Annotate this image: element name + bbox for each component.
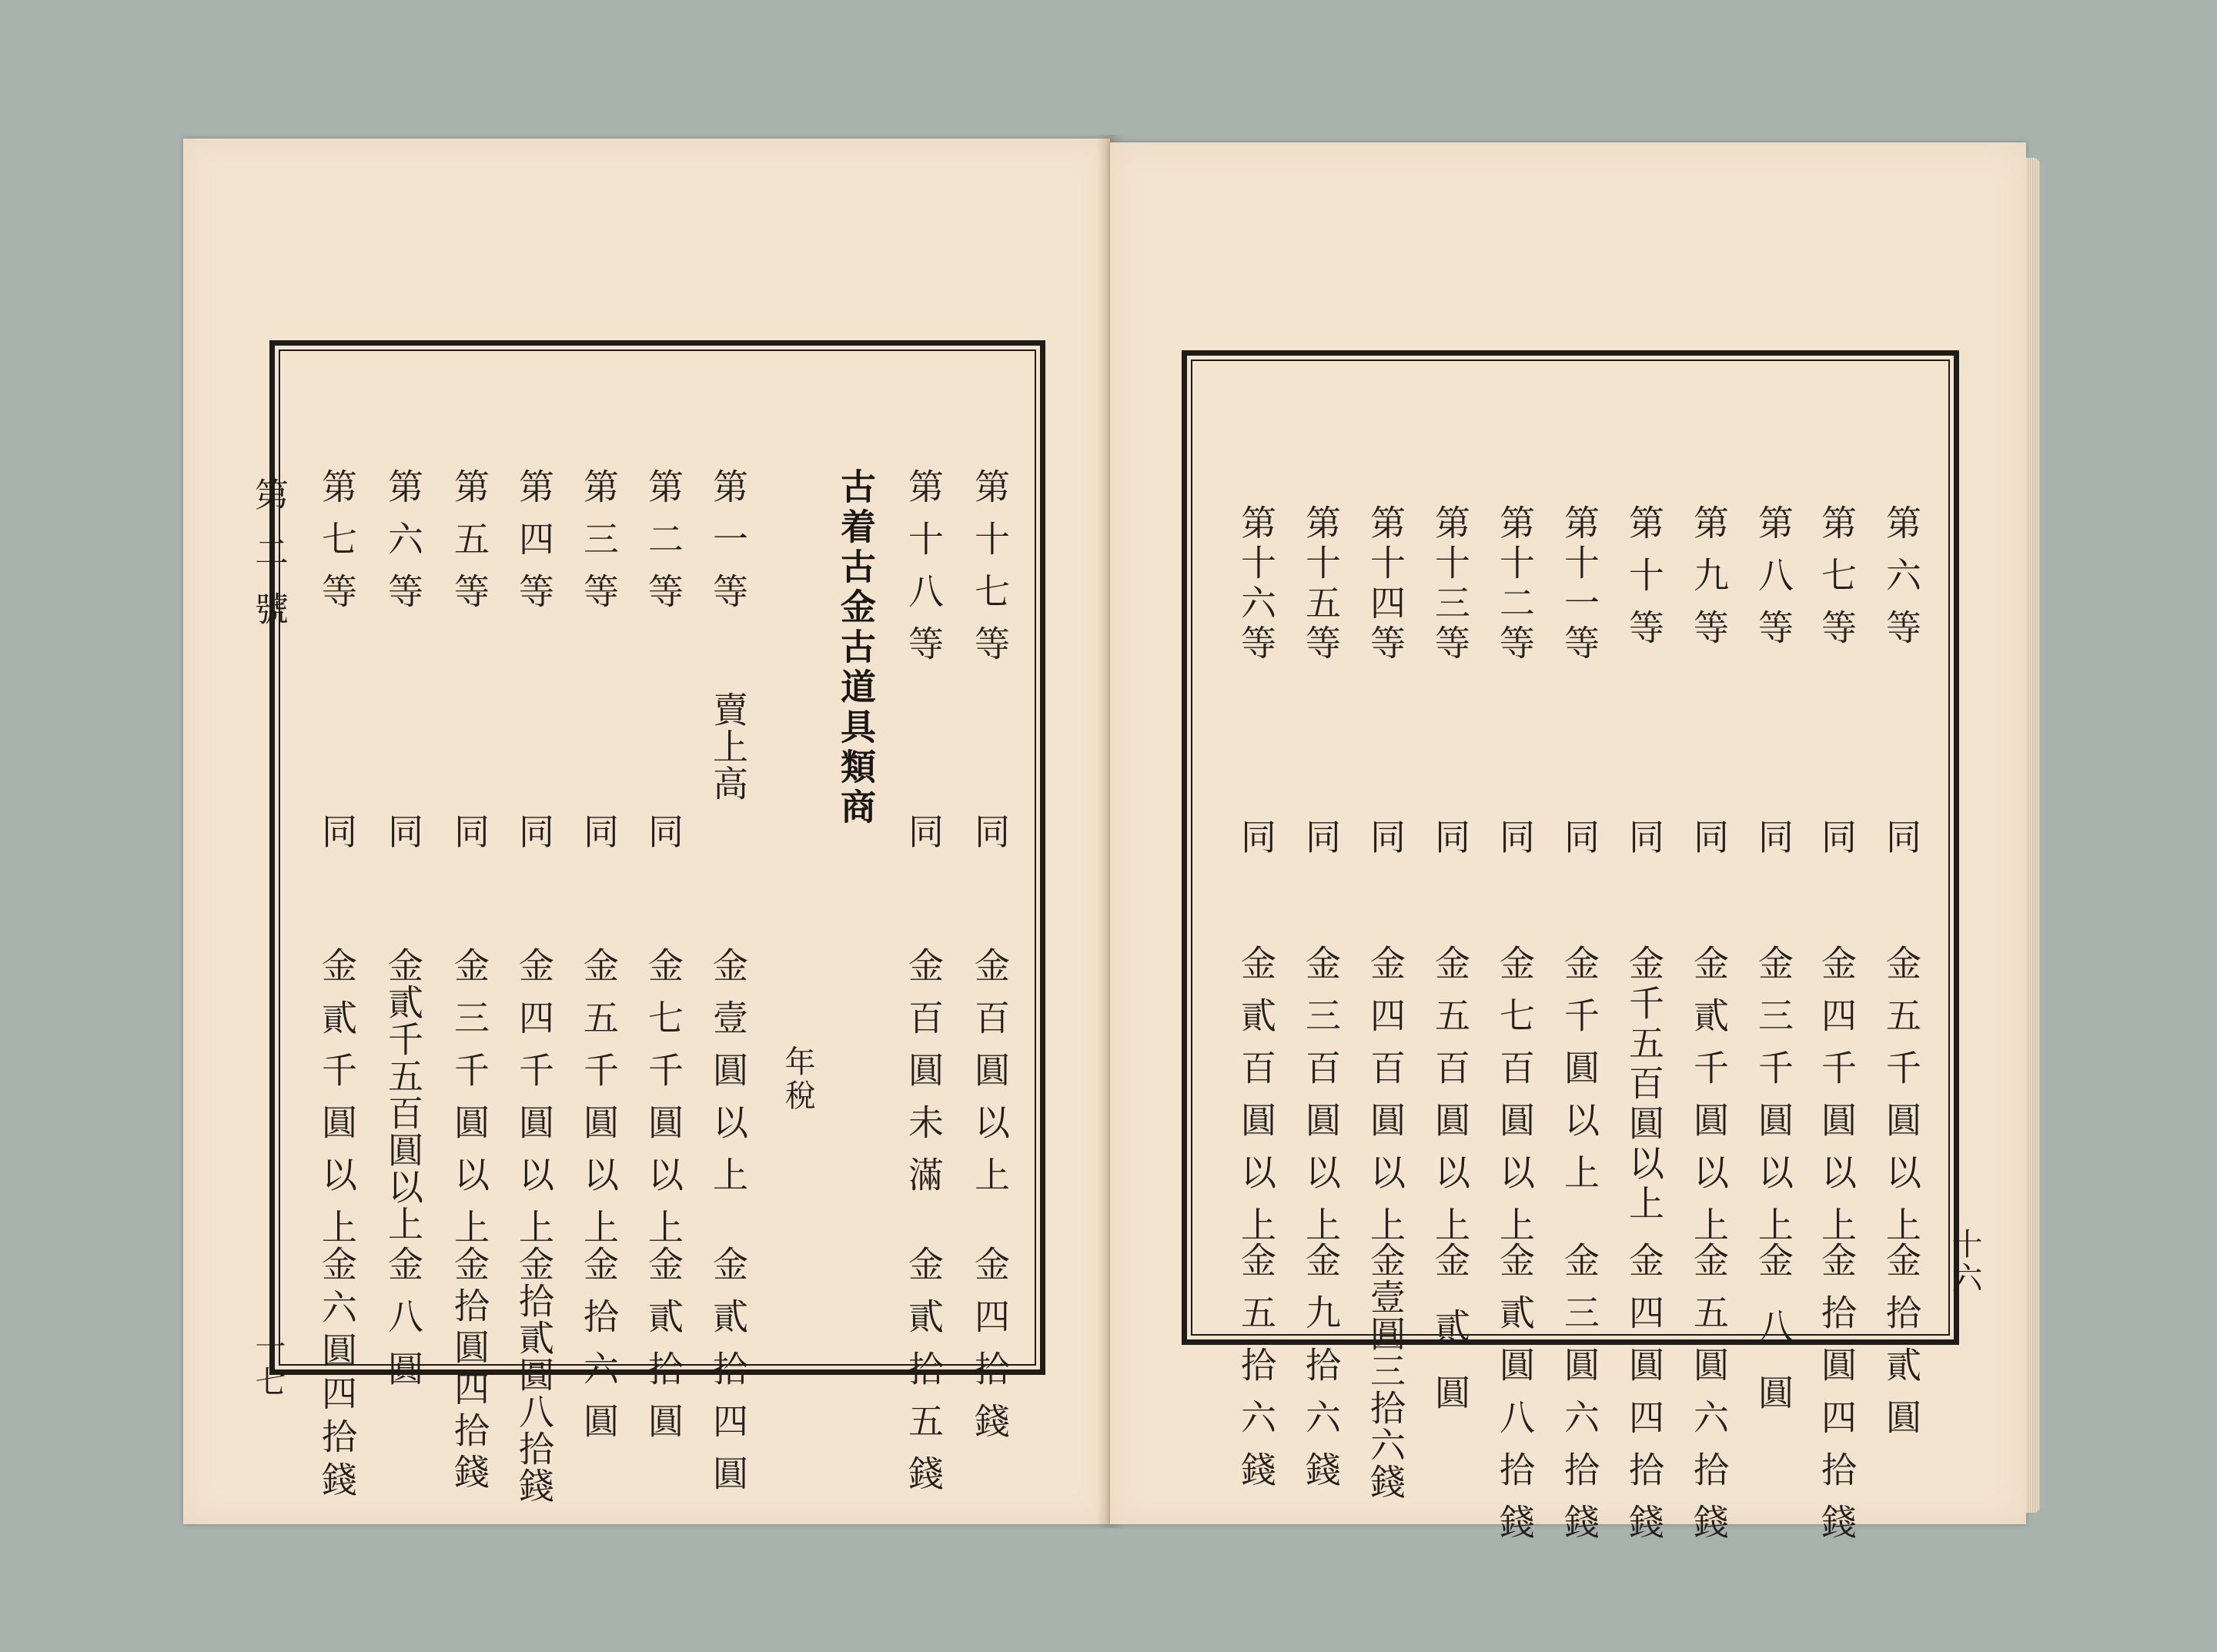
- rank-label: 第十三等: [1430, 504, 1471, 664]
- amount-cell: 金壹圓以上: [707, 947, 749, 1209]
- tax-cell: 金拾圓四拾錢: [1816, 1242, 1858, 1556]
- rank-label: 第十七等: [969, 468, 1011, 677]
- ditto-mark: 同: [578, 813, 620, 865]
- ditto-mark: 同: [1300, 818, 1342, 871]
- tax-cell: 金壹圓三拾六錢: [1365, 1242, 1406, 1500]
- rank-label: 第十二等: [1494, 504, 1536, 664]
- page-stack-edge: [2026, 158, 2040, 1513]
- rank-label: 第十六等: [1236, 504, 1277, 664]
- ditto-mark: 同: [643, 813, 684, 865]
- rank-label: 第一等: [707, 468, 749, 625]
- margin-title: 第二號: [249, 477, 288, 648]
- tax-cell: 金四圓四拾錢: [1623, 1242, 1665, 1556]
- tax-cell: 金五圓六拾錢: [1688, 1242, 1730, 1556]
- rank-label: 第八等: [1753, 504, 1794, 661]
- amount-cell: 金五百圓以上: [1430, 945, 1471, 1259]
- amount-cell: 金貳千圓以上: [1688, 945, 1730, 1259]
- amount-cell: 金貳百圓以上: [1236, 945, 1277, 1259]
- rank-label: 第十五等: [1300, 504, 1342, 664]
- left-page: [183, 139, 1110, 1524]
- ditto-mark: 同: [1559, 818, 1600, 871]
- rank-label: 第十八等: [903, 468, 945, 677]
- rank-label: 第十一等: [1559, 504, 1600, 664]
- amount-cell: 金三百圓以上: [1300, 945, 1342, 1259]
- tax-cell: 金八圓: [383, 1246, 424, 1403]
- ditto-mark: 同: [1816, 818, 1858, 871]
- amount-cell: 金四百圓以上: [1365, 945, 1406, 1259]
- page-number-right: 十六: [1947, 1228, 1982, 1296]
- tax-cell: 金拾六圓: [578, 1246, 620, 1455]
- tax-cell: 金九拾六錢: [1300, 1242, 1342, 1503]
- tax-cell: 金三圓六拾錢: [1559, 1242, 1600, 1556]
- tax-cell: 金六圓四拾錢: [316, 1246, 358, 1504]
- tax-cell: 金貳圓八拾錢: [1494, 1242, 1536, 1556]
- amount-cell: 金貳千五百圓以上: [383, 947, 424, 1242]
- ditto-mark: 同: [1494, 818, 1536, 871]
- tax-cell: 金八圓: [1753, 1242, 1794, 1440]
- amount-cell: 金千五百圓以上: [1623, 945, 1665, 1225]
- rank-label: 第六等: [383, 468, 424, 625]
- amount-cell: 金三千圓以上: [449, 947, 490, 1261]
- rank-label: 第二等: [643, 468, 684, 625]
- ditto-mark: 同: [1430, 818, 1471, 871]
- ditto-mark: 同: [316, 813, 358, 865]
- tax-cell: 金貳拾圓: [643, 1246, 684, 1455]
- tax-column-heading: 年稅: [780, 1045, 815, 1113]
- tax-cell: 金拾貳圓: [1881, 1242, 1922, 1451]
- amount-cell: 金百圓以上: [969, 947, 1011, 1209]
- page-number-left: 十七: [250, 1332, 286, 1400]
- ditto-mark: 同: [1623, 818, 1665, 871]
- amount-cell: 金四千圓以上: [513, 947, 555, 1261]
- ditto-mark: 同: [1236, 818, 1277, 871]
- rank-label: 第九等: [1688, 504, 1730, 661]
- ditto-mark: 賣上高: [707, 691, 749, 802]
- tax-cell: 金五拾六錢: [1236, 1242, 1277, 1503]
- tax-cell: 金貳圓: [1430, 1242, 1471, 1440]
- rank-label: 第五等: [449, 468, 490, 625]
- ditto-mark: 同: [1881, 818, 1922, 871]
- ditto-mark: 同: [1753, 818, 1794, 871]
- amount-cell: 金七千圓以上: [643, 947, 684, 1261]
- tax-cell: 金拾圓四拾錢: [449, 1246, 490, 1495]
- amount-cell: 金四千圓以上: [1816, 945, 1858, 1259]
- right-page: [1110, 142, 2026, 1556]
- rank-label: 第七等: [1816, 504, 1858, 661]
- ditto-mark: 同: [449, 813, 490, 865]
- rank-label: 第十等: [1623, 504, 1665, 661]
- amount-cell: 金三千圓以上: [1753, 945, 1794, 1259]
- category-heading: 古着古金古道具類商: [835, 468, 877, 828]
- rank-label: 第四等: [513, 468, 555, 625]
- ditto-mark: 同: [903, 813, 945, 865]
- amount-cell: 金千圓以上: [1559, 945, 1600, 1206]
- tax-cell: 金四拾錢: [969, 1246, 1011, 1455]
- amount-cell: 金百圓未滿: [903, 947, 945, 1209]
- ditto-mark: 同: [383, 813, 424, 865]
- amount-cell: 金五千圓以上: [1881, 945, 1922, 1259]
- rank-label: 第七等: [316, 468, 358, 625]
- tax-cell: 金拾貳圓八拾錢: [513, 1246, 555, 1504]
- ditto-mark: 同: [969, 813, 1011, 865]
- ditto-mark: 同: [1688, 818, 1730, 871]
- tax-cell: 金貳拾四圓: [707, 1246, 749, 1507]
- ditto-mark: 同: [513, 813, 555, 865]
- rank-label: 第三等: [578, 468, 620, 625]
- rank-label: 第六等: [1881, 504, 1922, 661]
- ditto-mark: 同: [1365, 818, 1406, 871]
- amount-cell: 金貳千圓以上: [316, 947, 358, 1261]
- tax-cell: 金貳拾五錢: [903, 1246, 945, 1507]
- amount-cell: 金五千圓以上: [578, 947, 620, 1261]
- rank-label: 第十四等: [1365, 504, 1406, 664]
- amount-cell: 金七百圓以上: [1494, 945, 1536, 1259]
